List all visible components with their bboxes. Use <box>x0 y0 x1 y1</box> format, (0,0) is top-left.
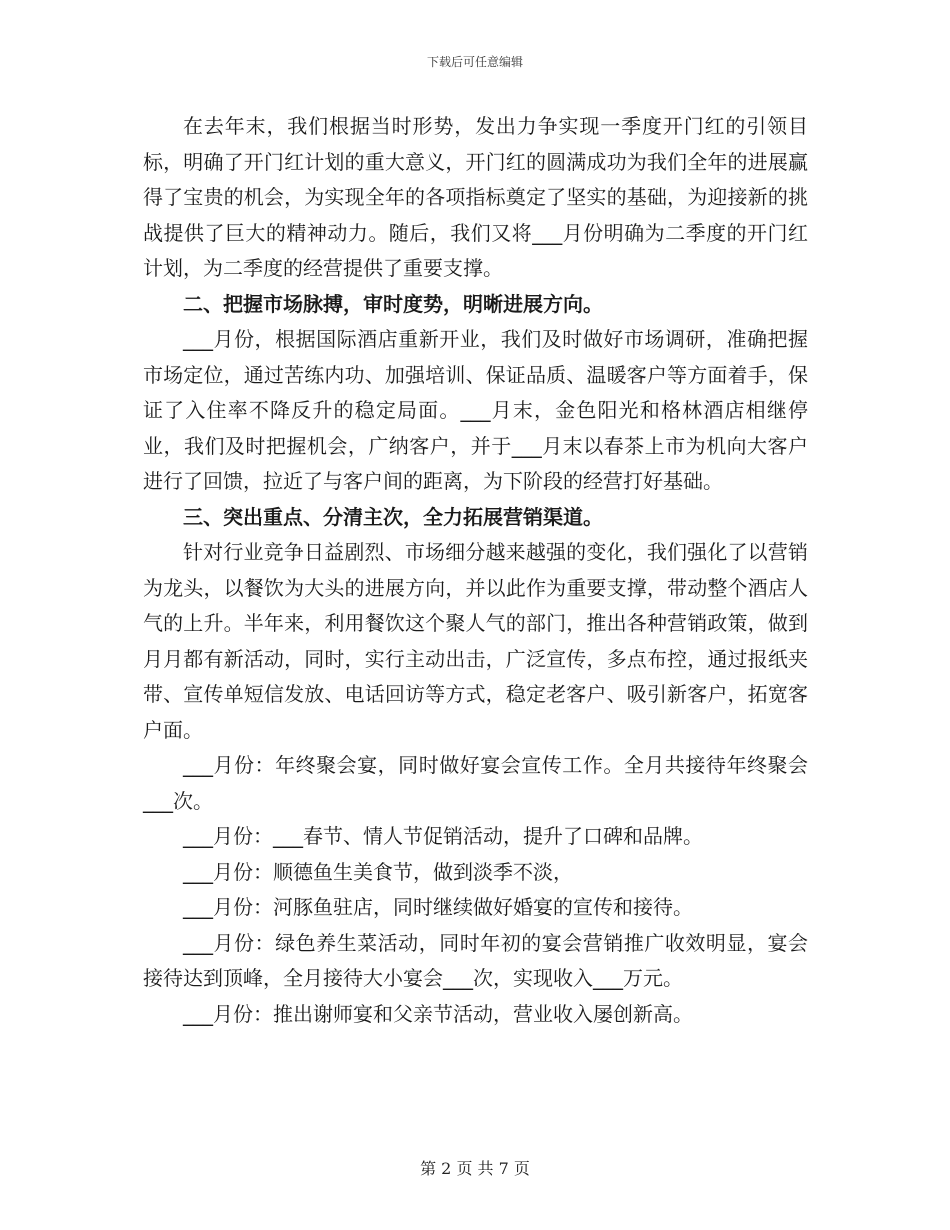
page-number-footer: 第 2 页 共 7 页 <box>420 1159 530 1178</box>
monthly-item-1: ___月份：年终聚会宴，同时做好宴会宣传工作。全月共接待年终聚会___次。 <box>143 753 808 813</box>
section-heading-2: 二、把握市场脉搏，审时度势，明晰进展方向。 <box>183 291 603 316</box>
paragraph-intro: 在去年末，我们根据当时形势，发出力争实现一季度开门红的引领目标，明确了开门红计划的重大意义，开门红的圆满成功为我们全年的进展赢得了宝贵的机会，为实现全年的各项指标奠定了坚实的基础，为迎接新的挑战提供了巨大的精神动力。随后，我们又将___月份明确为二季度的开门红计划，为二季度的经营提供了重要支撑。 <box>143 114 808 280</box>
section-heading-3: 三、突出重点、分清主次，全力拓展营销渠道。 <box>183 504 603 529</box>
monthly-item-3: ___月份：顺德鱼生美食节，做到淡季不淡， <box>183 859 573 884</box>
monthly-item-5: ___月份：绿色养生菜活动，同时年初的宴会营销推广收效明显，宴会接待达到顶峰，全月接待大小宴会___次，实现收入___万元。 <box>143 930 808 990</box>
monthly-item-2: ___月份：___春节、情人节促销活动，提升了口碑和品牌。 <box>183 824 703 848</box>
document-body <box>143 109 808 1032</box>
monthly-item-4: ___月份：河豚鱼驻店，同时继续做好婚宴的宣传和接待。 <box>183 895 693 919</box>
page-header-note: 下载后可任意编辑 <box>426 55 523 69</box>
paragraph-market: ___月份，根据国际酒店重新开业，我们及时做好市场调研，准确把握市场定位，通过苦练内功、加强培训、保证品质、温暖客户等方面着手，保证了入住率不降反升的稳定局面。___月末，金色阳光和格林酒店相继停业，我们及时把握机会，广纳客户，并于___月末以春茶上市为机向大客户进行了回馈，拉近了与客户间的距离，为下阶段的经营打好基础。 <box>143 327 808 493</box>
monthly-item-6: ___月份：推出谢师宴和父亲节活动，营业收入屡创新高。 <box>183 1001 693 1026</box>
paragraph-marketing: 针对行业竞争日益剧烈、市场细分越来越强的变化，我们强化了以营销为龙头，以餐饮为大头的进展方向，并以此作为重要支撑，带动整个酒店人气的上升。半年来，利用餐饮这个聚人气的部门，推出各种营销政策，做到月月都有新活动，同时，实行主动出击，广泛宣传，多点布控，通过报纸夹带、宣传单短信发放、电话回访等方式，稳定老客户、吸引新客户，拓宽客户面。 <box>143 540 808 742</box>
